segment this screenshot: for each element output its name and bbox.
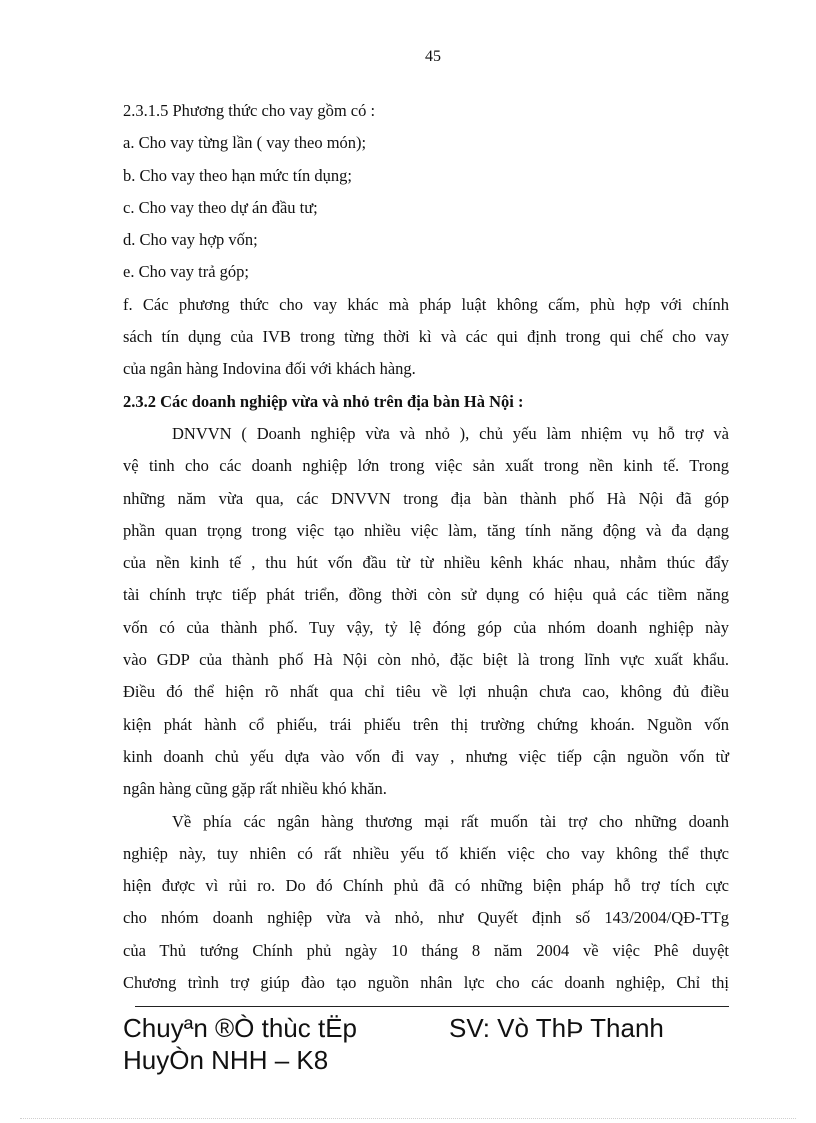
list-item-continuation: của ngân hàng Indovina đối với khách hàng. (123, 359, 416, 379)
paragraph-line: DNVVN ( Doanh nghiệp vừa và nhỏ ), chủ yếu làm nhiệm vụ hỗ trợ và (172, 423, 729, 443)
paragraph-line: hiện được vì rủi ro. Do đó Chính phủ đã có những biện pháp hỗ trợ tích cực (123, 876, 729, 896)
footer-student-name: SV: Vò ThÞ Thanh (449, 1013, 664, 1043)
paragraph-line: kiện phát hành cổ phiếu, trái phiếu trên thị trường chứng khoán. Nguồn vốn (123, 714, 729, 734)
paragraph-line: vệ tinh cho các doanh nghiệp lớn trong việc sản xuất trong nền kinh tế. Trong (123, 456, 729, 476)
paragraph-line: Về phía các ngân hàng thương mại rất muốn tài trợ cho những doanh (172, 811, 729, 831)
subsection-heading: 2.3.1.5 Phương thức cho vay gồm có : (123, 101, 376, 120)
paragraph-line: tài chính trực tiếp phát triển, đồng thời còn sử dụng có hiệu quả các tiềm năng (123, 585, 729, 605)
paragraph-line: kinh doanh chủ yếu dựa vào vốn đi vay , nhưng việc tiếp cận nguồn vốn từ (123, 746, 729, 766)
list-item: e. Cho vay trả góp; (123, 262, 250, 282)
paragraph-line: Chương trình trợ giúp đào tạo nguồn nhân lực cho các doanh nghiệp, Chỉ thị (123, 973, 729, 993)
list-item: f. Các phương thức cho vay khác mà pháp luật không cấm, phù hợp với chính (123, 294, 729, 314)
document-body (123, 95, 729, 999)
paragraph-line: phần quan trọng trong việc tạo nhiều việc làm, tăng tính năng động và đa dạng (123, 520, 729, 540)
paragraph-line: những năm vừa qua, các DNVVN trong địa bàn thành phố Hà Nội đã góp (123, 488, 729, 508)
paragraph-line: vốn có của thành phố. Tuy vậy, tỷ lệ đóng góp của nhóm doanh nghiệp này (123, 617, 729, 637)
footer-student-class: HuyÒn NHH – K8 (123, 1045, 329, 1075)
list-item: c. Cho vay theo dự án đầu tư; (123, 197, 318, 217)
paragraph-line: của nền kinh tế , thu hút vốn đầu từ từ nhiều kênh khác nhau, nhằm thúc đẩy (123, 553, 729, 573)
page-number: 45 (425, 48, 441, 65)
list-item: b. Cho vay theo hạn mức tín dụng; (123, 165, 352, 185)
footer-report-title: Chuyªn ®Ò thùc tËp (123, 1013, 357, 1043)
footer-divider (135, 1006, 729, 1007)
paragraph-line: của Thủ tướng Chính phủ ngày 10 tháng 8 năm 2004 về việc Phê duyệt (123, 940, 729, 960)
list-item-continuation: sách tín dụng của IVB trong từng thời kì và các qui định trong qui chế cho vay (123, 327, 729, 347)
paragraph-line: vào GDP của thành phố Hà Nội còn nhỏ, đặc biệt là trong lĩnh vực xuất khẩu. (123, 650, 729, 670)
paragraph-line: Điều đó thể hiện rõ nhất qua chỉ tiêu về lợi nhuận chưa cao, không đủ điều (123, 682, 729, 702)
list-item: d. Cho vay hợp vốn; (123, 230, 258, 250)
paragraph-line: ngân hàng cũng gặp rất nhiều khó khăn. (123, 779, 387, 799)
page-bottom-border (20, 1118, 796, 1119)
list-item: a. Cho vay từng lần ( vay theo món); (123, 133, 367, 153)
paragraph-line: cho nhóm doanh nghiệp vừa và nhỏ, như Quyết định số 143/2004/QĐ-TTg (123, 908, 729, 928)
paragraph-line: nghiệp này, tuy nhiên có rất nhiều yếu tố khiến việc cho vay không thể thực (123, 843, 729, 863)
section-heading: 2.3.2 Các doanh nghiệp vừa và nhỏ trên địa bàn Hà Nội : (123, 391, 524, 411)
